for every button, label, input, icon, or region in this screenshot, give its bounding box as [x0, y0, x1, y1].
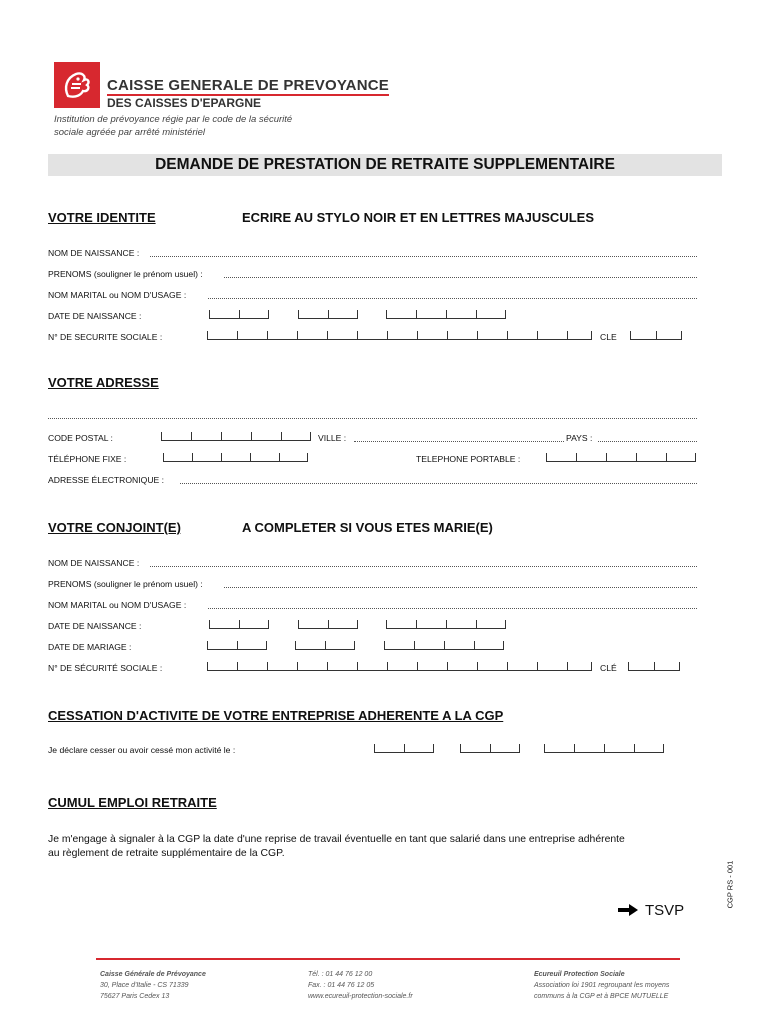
cessation-declaration-label: Je déclare cesser ou avoir cessé mon activité le :: [48, 745, 236, 755]
conjoint-nom-naissance-field[interactable]: [150, 566, 697, 567]
conjoint-date-naissance-label: DATE DE NAISSANCE :: [48, 621, 142, 631]
conjoint-birth-month-boxes[interactable]: [298, 620, 358, 629]
identite-birth-month-boxes[interactable]: [298, 310, 358, 319]
form-code: CGP RS - 001: [725, 860, 735, 909]
conjoint-nom-naissance-label: NOM DE NAISSANCE :: [48, 558, 140, 568]
conjoint-secu-boxes[interactable]: [207, 662, 592, 671]
tagline-line-2: sociale agréée par arrêté ministériel: [54, 127, 206, 138]
adresse-line-field[interactable]: [48, 418, 697, 419]
conjoint-cle-label: CLÉ: [600, 663, 617, 673]
footer-phone: Tél. : 01 44 76 12 00: [308, 971, 373, 978]
cessation-month-boxes[interactable]: [460, 744, 520, 753]
adresse-code-postal-boxes[interactable]: [161, 432, 311, 441]
section-cumul-heading: CUMUL EMPLOI RETRAITE: [48, 795, 217, 810]
adresse-ville-field[interactable]: [354, 441, 564, 442]
conjoint-mariage-year-boxes[interactable]: [384, 641, 504, 650]
identite-cle-label: CLE: [600, 332, 617, 342]
adresse-tel-portable-boxes[interactable]: [546, 453, 696, 462]
cumul-text-line-1: Je m'engage à signaler à la CGP la date d'une reprise de travail éventuelle en tant que salarié dans une entreprise adhérente: [48, 834, 625, 845]
tsvp-indicator: [617, 900, 684, 920]
cgp-logo: [54, 62, 100, 108]
footer-rule: [96, 958, 680, 960]
identite-secu-label: N° DE SECURITE SOCIALE :: [48, 332, 163, 342]
cessation-year-boxes[interactable]: [544, 744, 664, 753]
footer-website[interactable]: www.ecureuil-protection-sociale.fr: [308, 993, 413, 1000]
cumul-text-line-2: au règlement de retraite supplémentaire de la CGP.: [48, 848, 285, 859]
footer-assoc-desc-1: Association loi 1901 regroupant les moyens: [534, 982, 670, 989]
adresse-tel-fixe-boxes[interactable]: [163, 453, 308, 462]
page-title: DEMANDE DE PRESTATION DE RETRAITE SUPPLEMENTAIRE: [155, 156, 615, 173]
adresse-tel-portable-label: TELEPHONE PORTABLE :: [416, 454, 521, 464]
squirrel-icon: [54, 62, 100, 108]
section-adresse-heading: VOTRE ADRESSE: [48, 375, 159, 390]
conjoint-secu-label: N° DE SÉCURITÉ SOCIALE :: [48, 663, 163, 673]
identite-secu-boxes[interactable]: [207, 331, 592, 340]
section-conjoint-heading: VOTRE CONJOINT(E): [48, 520, 181, 535]
footer-org-name: Caisse Générale de Prévoyance: [100, 971, 206, 978]
arrow-right-icon: [617, 903, 639, 917]
identite-date-naissance-label: DATE DE NAISSANCE :: [48, 311, 142, 321]
adresse-pays-label: PAYS :: [566, 433, 593, 443]
footer-address: [100, 969, 206, 1002]
footer-assoc-name: Ecureuil Protection Sociale: [534, 971, 625, 978]
tsvp-label: TSVP: [645, 901, 685, 919]
footer-assoc-desc-2: communs à la CGP et à BPCE MUTUELLE: [534, 993, 669, 1000]
footer-street: 30, Place d'Italie - CS 71339: [100, 982, 189, 989]
identite-cle-boxes[interactable]: [630, 331, 682, 340]
footer-association: [534, 969, 669, 1002]
org-name: CAISSE GENERALE DE PREVOYANCE: [107, 77, 389, 94]
identite-prenoms-field[interactable]: [224, 277, 697, 278]
conjoint-nom-marital-field[interactable]: [208, 608, 697, 609]
footer-city: 75627 Paris Cedex 13: [100, 993, 170, 1000]
footer-contact: [308, 969, 413, 1002]
footer-fax: Fax. : 01 44 76 12 05: [308, 982, 375, 989]
conjoint-cle-boxes[interactable]: [628, 662, 680, 671]
identite-nom-marital-label: NOM MARITAL ou NOM D'USAGE :: [48, 290, 187, 300]
identite-birth-year-boxes[interactable]: [386, 310, 506, 319]
adresse-pays-field[interactable]: [598, 441, 697, 442]
adresse-code-postal-label: CODE POSTAL :: [48, 433, 113, 443]
conjoint-nom-marital-label: NOM MARITAL ou NOM D'USAGE :: [48, 600, 187, 610]
conjoint-instruction: A COMPLETER SI VOUS ETES MARIE(E): [242, 520, 493, 535]
conjoint-prenoms-label: PRENOMS (souligner le prénom usuel) :: [48, 579, 203, 589]
adresse-email-label: ADRESSE ÉLECTRONIQUE :: [48, 475, 165, 485]
conjoint-prenoms-field[interactable]: [224, 587, 697, 588]
identite-nom-naissance-field[interactable]: [150, 256, 697, 257]
conjoint-birth-day-boxes[interactable]: [209, 620, 269, 629]
identite-birth-day-boxes[interactable]: [209, 310, 269, 319]
section-cessation-heading: CESSATION D'ACTIVITE DE VOTRE ENTREPRISE ADHERENTE A LA CGP: [48, 708, 504, 723]
identite-prenoms-label: PRENOMS (souligner le prénom usuel) :: [48, 269, 203, 279]
section-identite-heading: VOTRE IDENTITE: [48, 210, 156, 225]
cessation-day-boxes[interactable]: [374, 744, 434, 753]
identite-nom-marital-field[interactable]: [208, 298, 697, 299]
identite-nom-naissance-label: NOM DE NAISSANCE :: [48, 248, 140, 258]
conjoint-mariage-day-boxes[interactable]: [207, 641, 267, 650]
adresse-email-field[interactable]: [180, 483, 697, 484]
tagline-line-1: Institution de prévoyance régie par le code de la sécurité: [54, 114, 293, 125]
adresse-ville-label: VILLE :: [318, 433, 347, 443]
conjoint-birth-year-boxes[interactable]: [386, 620, 506, 629]
identite-instruction: ECRIRE AU STYLO NOIR ET EN LETTRES MAJUSCULES: [242, 210, 594, 225]
conjoint-mariage-month-boxes[interactable]: [295, 641, 355, 650]
org-subtitle: DES CAISSES D'EPARGNE: [107, 96, 261, 110]
conjoint-date-mariage-label: DATE DE MARIAGE :: [48, 642, 132, 652]
adresse-tel-fixe-label: TÉLÉPHONE FIXE :: [48, 454, 127, 464]
